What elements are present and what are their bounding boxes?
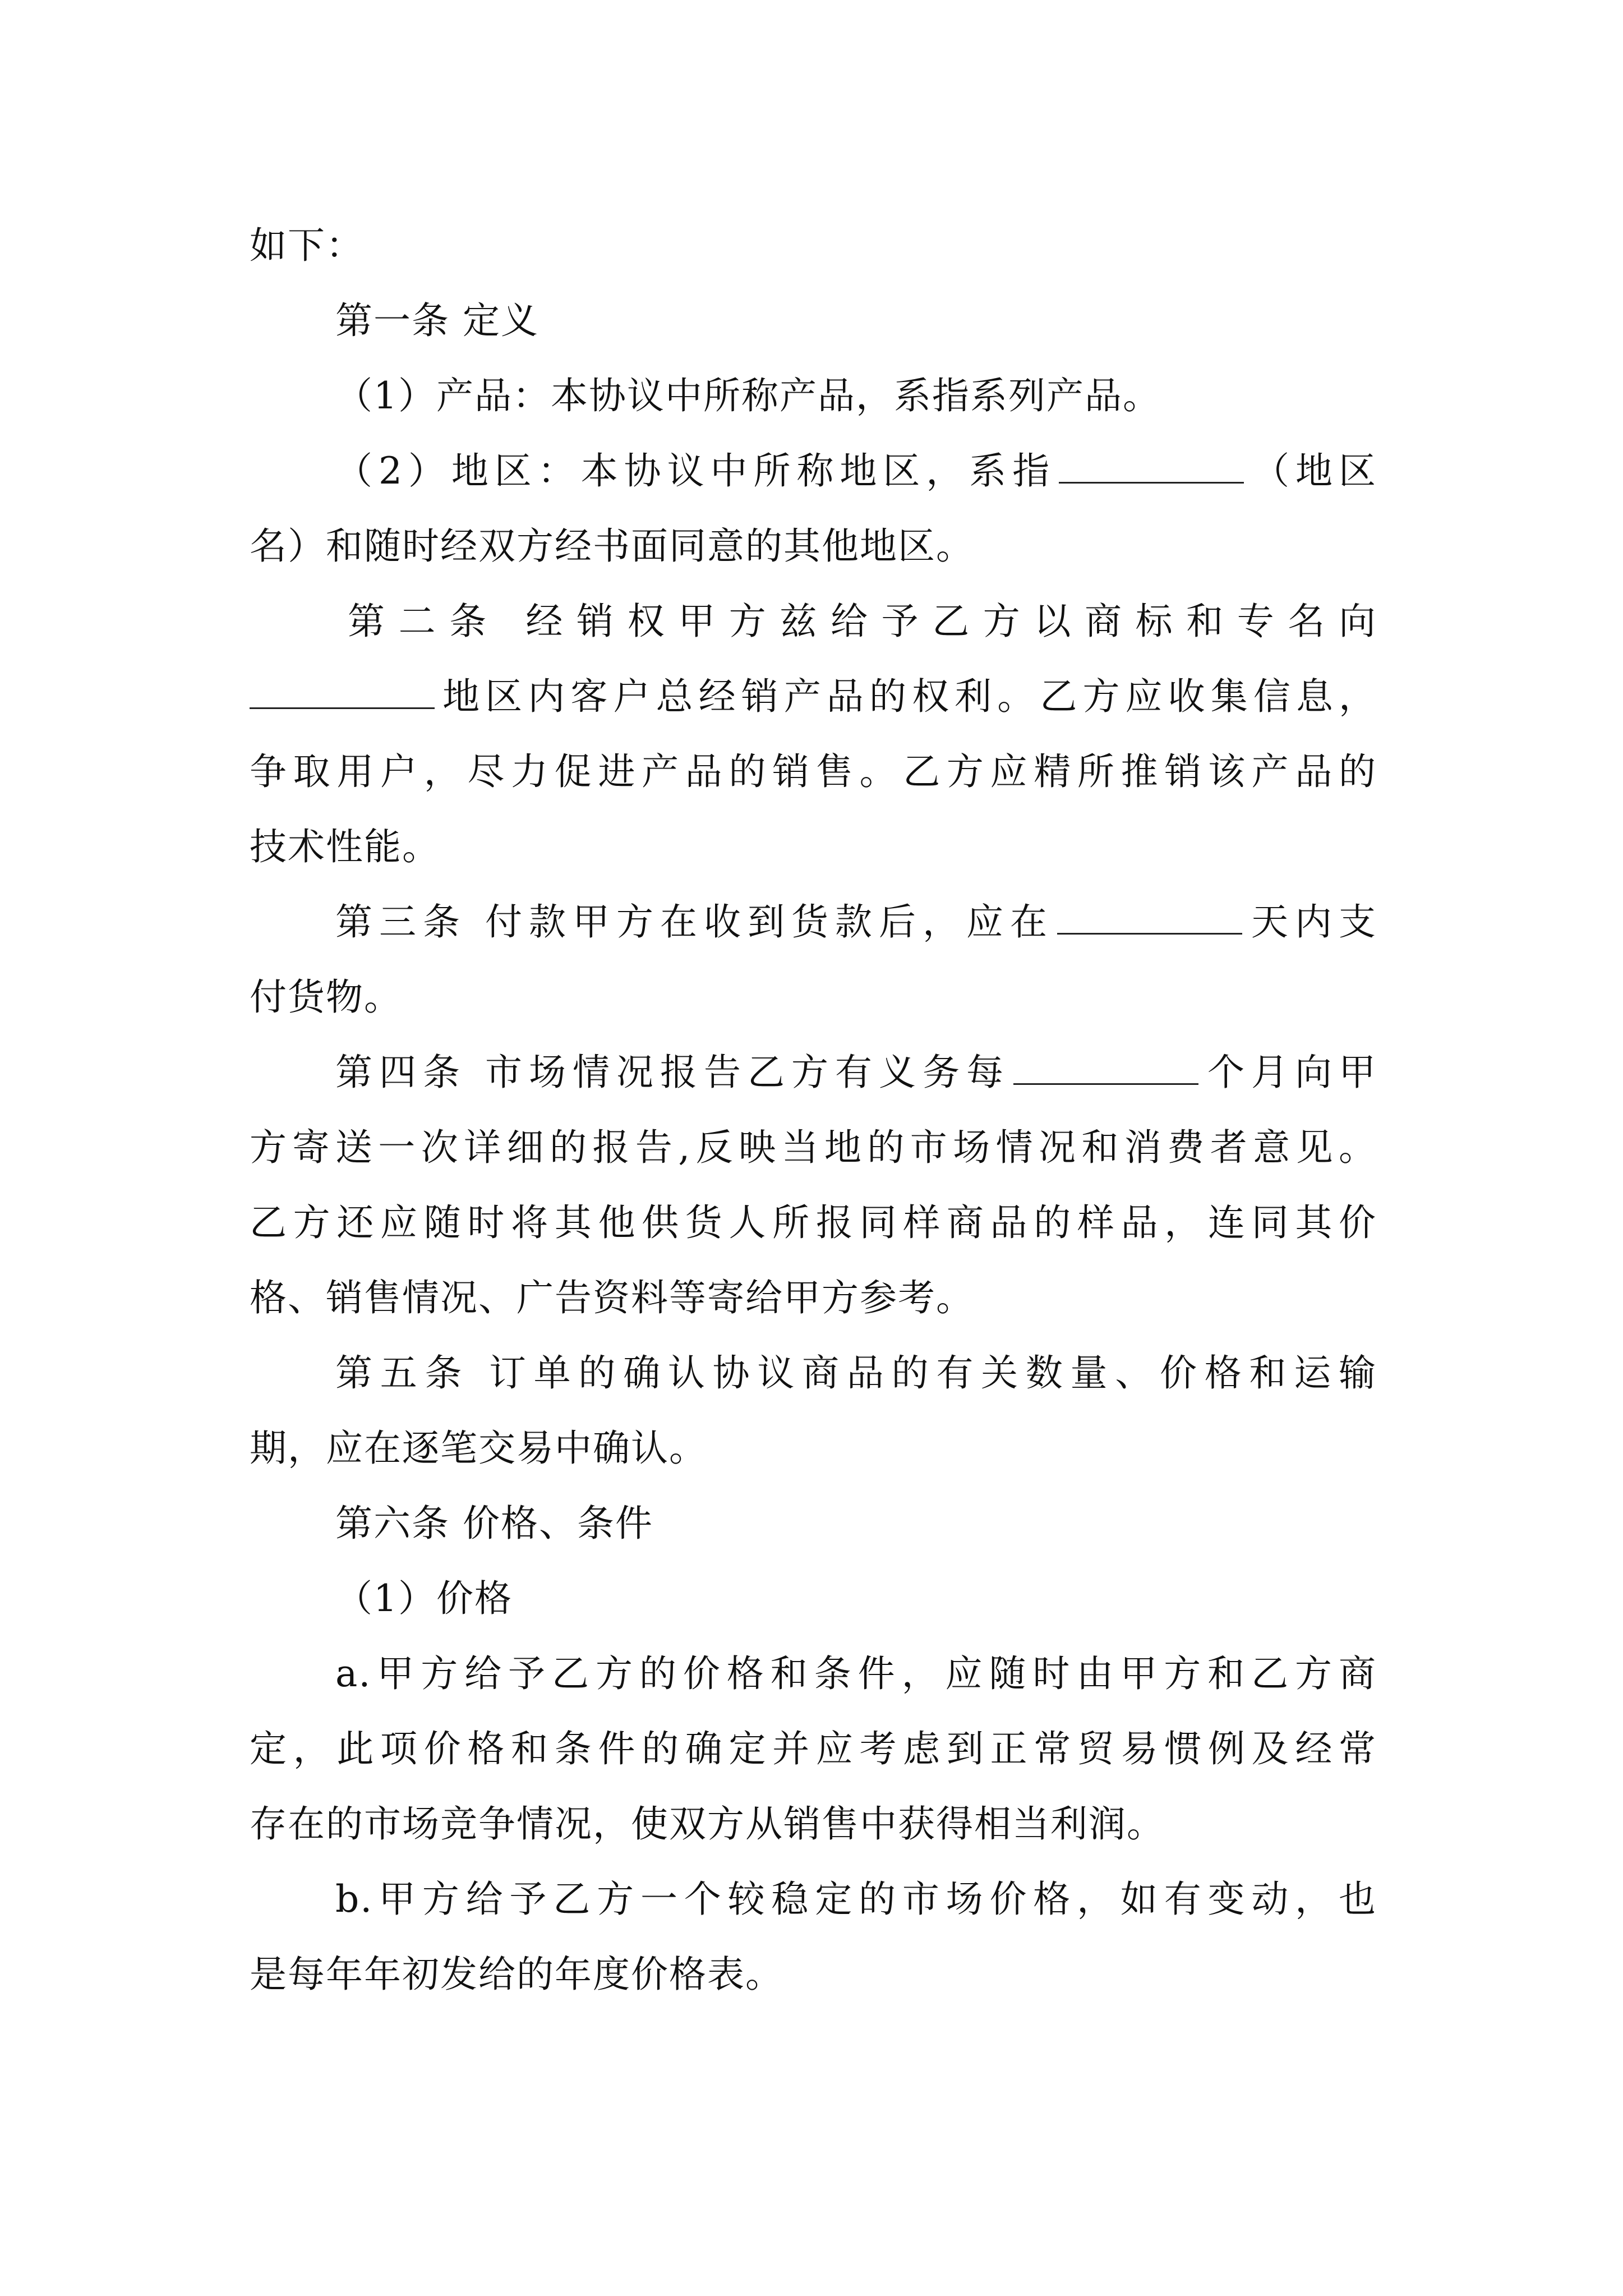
paragraph-line: [335, 1877, 1377, 1922]
text-run: a.甲方给予乙方的价格和条件，应随时由甲方和乙方商: [335, 1652, 1377, 1695]
paragraph-line: [335, 449, 1377, 494]
article-heading: [335, 900, 1377, 945]
paragraph-line: [335, 1651, 1377, 1696]
text-run: 第二条 经销权甲方兹给予乙方以商标和专名向: [348, 600, 1377, 643]
text-run: （2）地区：本协议中所称地区，系指: [335, 449, 1056, 493]
text-run: 个月向甲: [1202, 1051, 1377, 1094]
subsection-heading: [335, 1576, 1463, 1621]
text-run: 期，应在逐笔交易中确认。: [250, 1427, 707, 1470]
article-heading: [335, 298, 1463, 343]
text-run: b.甲方给予乙方一个较稳定的市场价格，如有变动，也: [335, 1878, 1377, 1921]
text-run: 名）和随时经双方经书面同意的其他地区。: [250, 524, 974, 568]
text-run: 乙方还应随时将其他供货人所报同样商品的样品，连同其价: [250, 1201, 1377, 1244]
article-heading: [335, 1351, 1377, 1396]
text-run: （地区: [1247, 449, 1377, 493]
text-run: 天内支: [1246, 900, 1377, 944]
paragraph-line: [250, 1802, 1377, 1847]
paragraph-line: [250, 524, 1377, 569]
article-heading: [335, 1050, 1377, 1095]
paragraph-line: [250, 975, 1377, 1020]
text-run: 是每年年初发给的年度价格表。: [250, 1953, 783, 1996]
text-run: 争取用户，尽力促进产品的销售。乙方应精所推销该产品的: [250, 750, 1377, 793]
article-heading: [348, 599, 1377, 644]
paragraph-line: [250, 1952, 1377, 1997]
paragraph-line: [250, 825, 1377, 869]
fill-in-blank: [1013, 1052, 1198, 1085]
article-heading: [335, 1501, 1463, 1546]
fill-in-blank: [1057, 901, 1242, 935]
paragraph-line: [250, 1125, 1377, 1170]
text-run: 方寄送一次详细的报告,反映当地的市场情况和消费者意见。: [250, 1126, 1377, 1169]
paragraph-line: [250, 1727, 1377, 1772]
text-run: （1）价格: [335, 1577, 513, 1620]
text-run: 格、销售情况、广告资料等寄给甲方参考。: [250, 1276, 974, 1319]
fill-in-blank: [1059, 450, 1244, 484]
paragraph-line: [335, 374, 1463, 418]
text-run: 第五条 订单的确认协议商品的有关数量、价格和运输: [335, 1351, 1377, 1395]
fill-in-blank: [250, 676, 435, 709]
text-run: 定，此项价格和条件的确定并应考虑到正常贸易惯例及经常: [250, 1727, 1377, 1770]
paragraph-line: [250, 1276, 1377, 1320]
paragraph-line: [250, 223, 1377, 268]
text-run: 第四条 市场情况报告乙方有义务每: [335, 1051, 1010, 1094]
paragraph-line: [250, 1426, 1377, 1471]
text-run: 第一条 定义: [335, 299, 539, 342]
text-run: 地区内客户总经销产品的权利。乙方应收集信息，: [438, 675, 1377, 718]
text-run: 第三条 付款甲方在收到货款后，应在: [335, 900, 1054, 944]
text-run: 如下：: [250, 224, 364, 267]
paragraph-line: [250, 674, 1377, 719]
paragraph-line: [250, 749, 1377, 794]
text-run: 存在的市场竞争情况，使双方从销售中获得相当利润。: [250, 1802, 1165, 1846]
text-run: 技术性能。: [250, 825, 440, 868]
text-run: （1）产品：本协议中所称产品，系指系列产品。: [335, 374, 1161, 417]
text-run: 付货物。: [250, 976, 402, 1019]
paragraph-line: [250, 1200, 1377, 1245]
text-run: 第六条 价格、条件: [335, 1502, 653, 1545]
